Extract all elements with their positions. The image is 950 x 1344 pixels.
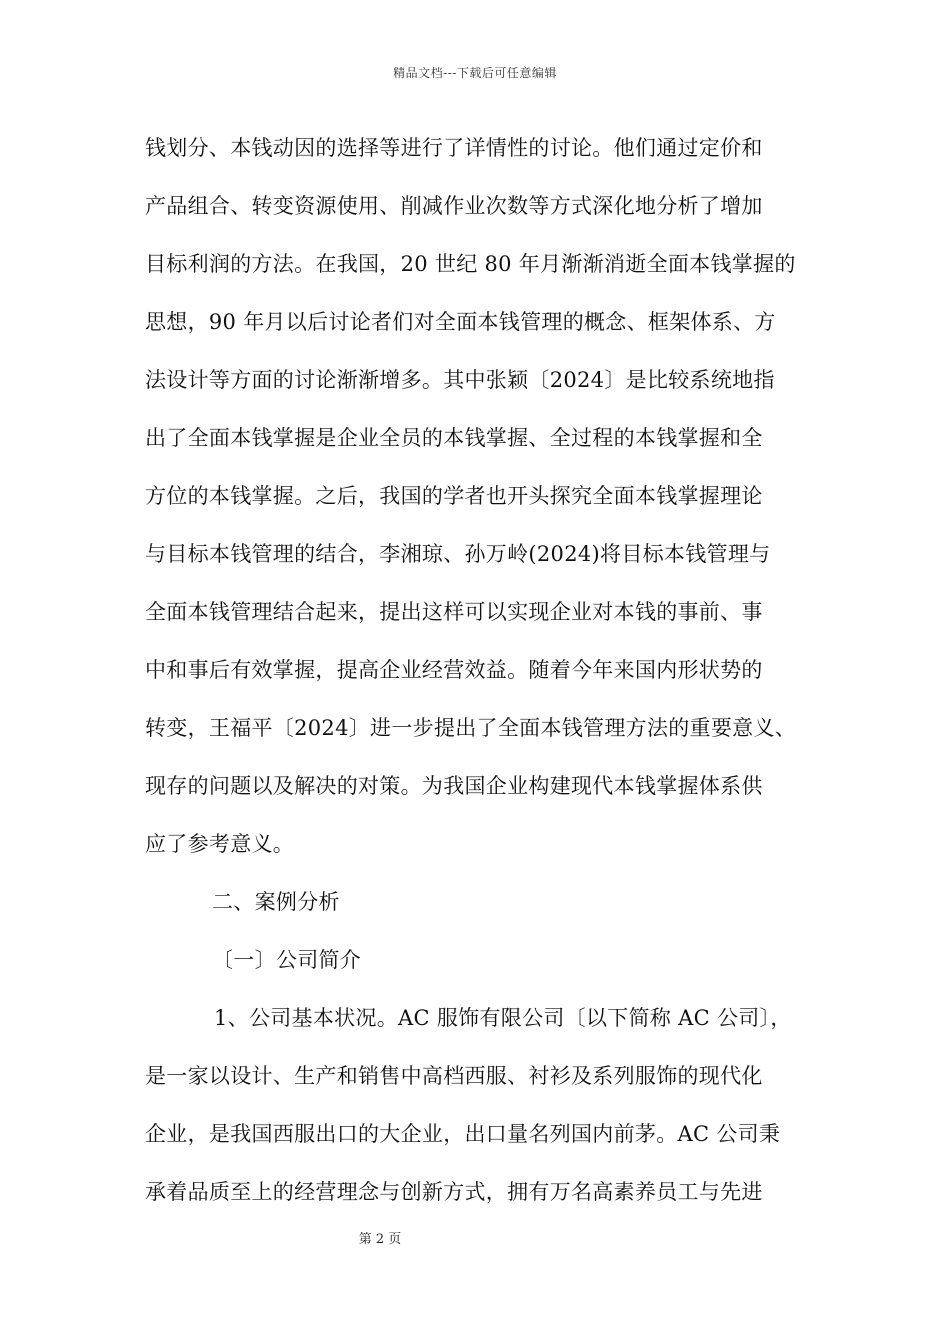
text-line: 思想，90 年月以后讨论者们对全面本钱管理的概念、框架体系、方 xyxy=(145,310,776,334)
page-number: 第 2 页 xyxy=(358,1232,402,1247)
page-header: 精品文档---下载后可任意编辑 xyxy=(393,66,557,80)
text-line: 企业，是我国西服出口的大企业，出口量名列国内前茅。AC 公司秉 xyxy=(145,1122,781,1146)
text-line: 目标利润的方法。在我国，20 世纪 80 年月渐渐消逝全面本钱掌握的 xyxy=(145,252,796,276)
text-line: 出了全面本钱掌握是企业全员的本钱掌握、全过程的本钱掌握和全 xyxy=(145,426,763,450)
text-line: 应了参考意义。 xyxy=(145,832,295,856)
text-line: 法设计等方面的讨论渐渐增多。其中张颖〔2024〕是比较系统地指 xyxy=(145,368,775,392)
text-line: 是一家以设计、生产和销售中高档西服、衬衫及系列服饰的现代化 xyxy=(145,1064,763,1088)
text-line: 全面本钱管理结合起来，提出这样可以实现企业对本钱的事前、事 xyxy=(145,600,763,624)
text-line: 中和事后有效掌握，提高企业经营效益。随着今年来国内形状势的 xyxy=(145,658,763,682)
text-line: 钱划分、本钱动因的选择等进行了详情性的讨论。他们通过定价和 xyxy=(145,136,763,160)
text-line: 产品组合、转变资源使用、削减作业次数等方式深化地分析了增加 xyxy=(145,194,763,218)
section-heading: 二、案例分析 xyxy=(212,890,340,914)
subsection-heading: 〔一〕公司简介 xyxy=(212,948,362,972)
text-line: 1、公司基本状况。AC 服饰有限公司〔以下简称 AC 公司〕， xyxy=(214,1006,792,1030)
text-line: 方位的本钱掌握。之后，我国的学者也开头探究全面本钱掌握理论 xyxy=(145,484,763,508)
text-line: 现存的问题以及解决的对策。为我国企业构建现代本钱掌握体系供 xyxy=(145,774,763,798)
text-line: 承着品质至上的经营理念与创新方式，拥有万名高素养员工与先进 xyxy=(145,1180,763,1204)
text-line: 与目标本钱管理的结合，李湘琼、孙万岭(2024)将目标本钱管理与 xyxy=(145,542,771,566)
text-line: 转变，王福平〔2024〕进一步提出了全面本钱管理方法的重要意义、 xyxy=(145,716,797,740)
